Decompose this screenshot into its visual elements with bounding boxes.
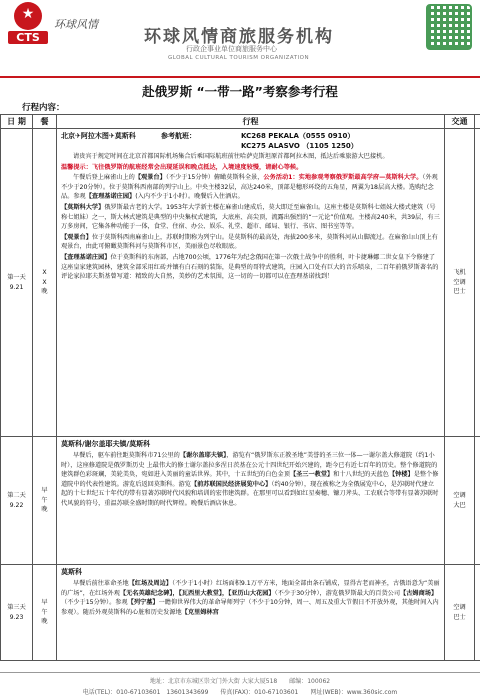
footer-contacts: 电话(TEL)：010-67103601 13601343699 传真(FAX)：010-67103601 网址(WEB)：www.360sic.com — [82, 689, 398, 696]
transport-cell: 空调 大巴 — [445, 437, 475, 565]
divider — [0, 76, 480, 78]
table-row — [1, 437, 480, 565]
itinerary-table — [0, 114, 480, 661]
itinerary-label: 行程内容： — [22, 103, 65, 113]
hotel-cell — [475, 129, 480, 437]
cts-logo — [6, 2, 50, 58]
transport-cell: 飞机 空调 巴士 — [445, 129, 475, 437]
warm-tip: 温馨提示：飞往俄罗斯的航班经常会出现延误和晚点抵达，入境速度较慢，请耐心等候。 — [61, 163, 303, 171]
signature: 环球风情 — [54, 18, 98, 31]
brand-english: GLOBAL CULTURAL TOURISM ORGANIZATION — [168, 55, 310, 61]
itinerary-cell: 北京✈阿拉木图✈莫斯科 参考航班： KC268 PEKALA（0555 0910） KC275 ALASVO （1105 1250） 请贵宾于规定时间在北京首都国际机场集合后乘国际航班前往哈萨克斯坦原首都阿拉木图，抵达后乘旅游大巴接机。 温馨提示：飞往俄罗斯的航班经常会出现延误和晚点抵达，入境速度较慢，请耐心等候。 午餐后登上麻雀山上的【观景台】（不少于15分钟）俯瞰莫斯科全景，公务活动1：实地参观考察俄罗斯最高学府—莫斯科大学。（外观不少于20分钟）。位于莫斯科西南部的列宁山上。中央主楼32层，高达240米，顶部是穗形环绕的五角星，两翼为18层高大楼。选购纪念品。参观【查理基诺庄园】(入内不少于1小时）。晚餐后入住酒店。 【莫斯科大学】俄罗斯最古老的大学。1953年大学新主楼在麻雀山建成后，莫大即迁至麻雀山。这座主楼是莫斯科七姐妹大楼式建筑（号称七姐妹）之一，斯大林式建筑是典型的中央集权式建筑，大底座、高尖顶，流露出强烈的“一元论”价值观。主楼高240米，共39层，有三万多房间，它集各种功能于一体，食堂、住宿、办公、娱乐、礼堂、超市、邮局、银行、书店、图书室等等。 【观景台】位于莫斯科西南麻雀山上，苏联时期称为列宁山。是莫斯科的最高处，海拔200多米，莫斯科河从山脚流过。在麻雀山山顶上有观景台，由此可俯瞰莫斯科河与莫斯科市区，美丽景色尽收眼底。 【查理基诺庄园】位于莫斯科的东南部，占地700公顷，1776年为纪念俄国在第一次俄土战争中的胜利，叶卡捷琳娜二世女皇下令修建了这座皇家建筑园林，建筑全部采用红砖并镶有白石刻的装饰，是典型的哥特式建筑，庄园入口处有巨大的音乐喷泉，二百年前俄罗斯著名的评论家拉耶夫斯基曾写道：精致的大自然，美妙的艺术氛围，这一切的一切都可以在查理基诺找到！ — [57, 129, 445, 437]
table-header-row — [1, 115, 480, 129]
table-row — [1, 565, 480, 661]
transport-cell: 空调 巴士 — [445, 565, 475, 661]
star-emblem-icon — [14, 2, 42, 30]
itinerary-cell: 莫斯科 早餐后前往革命圣地【红场及周边】（不少于1小时）红场面积9.1万平方米，地面全部由条石铺成，显得古老而神圣，古俄语意为“美丽的广场”，在红场外观【无名英雄纪念碑】，【瓦西里大教堂】，【亚历山大花园】（不少于30分钟），游览俄罗斯最大的百货公司【古姆商场】（不少于15分钟）。参观【列宁墓】一瞻仰世界伟大的革命导师列宁（不少于10分钟，周一、周五及重大节假日不开放外观，其他时间入内参观）。随后外观莫斯科的心脏和历史发源地【克里姆林宫 — [57, 565, 445, 661]
meal-cell: X X 晚 — [33, 129, 57, 437]
header-meal: 餐 — [33, 115, 57, 129]
day-cell: 第一天 9.21 — [1, 129, 33, 437]
header-itinerary: 行程 — [57, 115, 445, 129]
hotel-cell — [475, 565, 480, 661]
day-cell: 第二天 9.22 — [1, 437, 33, 565]
brand-subtitle: 行政企事业单位商旅服务中心 — [186, 45, 277, 53]
logo-text: CTS — [8, 31, 48, 44]
letterhead — [0, 0, 480, 78]
itinerary-cell: 莫斯科/谢尔盖耶夫镇/莫斯科 早餐后，驱车前往距莫斯科市71公里的【谢尔盖耶夫镇】，游览有“俄罗斯东正教圣地”美誉的圣三位一体—一谢尔盖大修道院（约1小时），这座修道院是俄罗斯历史 上最伟大的修士谢尔盖拉多涅日茨基在公元十四世纪开始兴建的，距今已有近七百年的历史。整个修道院的建筑群色彩斑斓，美轮美奂，宛如进入美丽的童话世界。其中，十五世纪的白色金顶【圣三一教堂】和十八世纪的天蓝色【钟楼】是整个修道院中的代表性建筑。游览后返回莫斯科。游览【前苏联国民经济展览中心】（约40分钟），现在被称之为全俄展览中心，是苏联时代建立起的十七世纪五十年代的带有显著苏联时代风貌和培训的宏伟建筑群。在那里可以看到如红星奏穗、镰刀斧头、工农联合等带有显著苏联时代风貌的符号，重温苏联全盛时期的时代辉煌。晚餐后酒店休息。 — [57, 437, 445, 565]
header-date: 日 期 — [1, 115, 33, 129]
meal-cell: 早 午 晚 — [33, 437, 57, 565]
footer — [0, 672, 480, 700]
page-title: 赴俄罗斯 “一带一路”考察参考行程 — [142, 84, 338, 99]
hotel-cell — [475, 437, 480, 565]
brand-name: 环球风情商旅服务机构 — [144, 27, 334, 47]
meal-cell: 早 午 晚 — [33, 565, 57, 661]
footer-address: 地址：北京市东城区崇文门外大街 大家大厦518 邮编：100062 — [149, 678, 331, 685]
day-cell: 第三天 9.23 — [1, 565, 33, 661]
header-hotel — [475, 115, 480, 129]
flight-line: KC275 ALASVO （1105 1250） — [241, 142, 358, 150]
route-line: 北京✈阿拉木图✈莫斯科 参考航班： KC268 PEKALA（0555 0910） — [61, 132, 355, 140]
header-transport: 交通 — [445, 115, 475, 129]
table-row — [1, 129, 480, 437]
qr-code-icon — [426, 4, 472, 50]
